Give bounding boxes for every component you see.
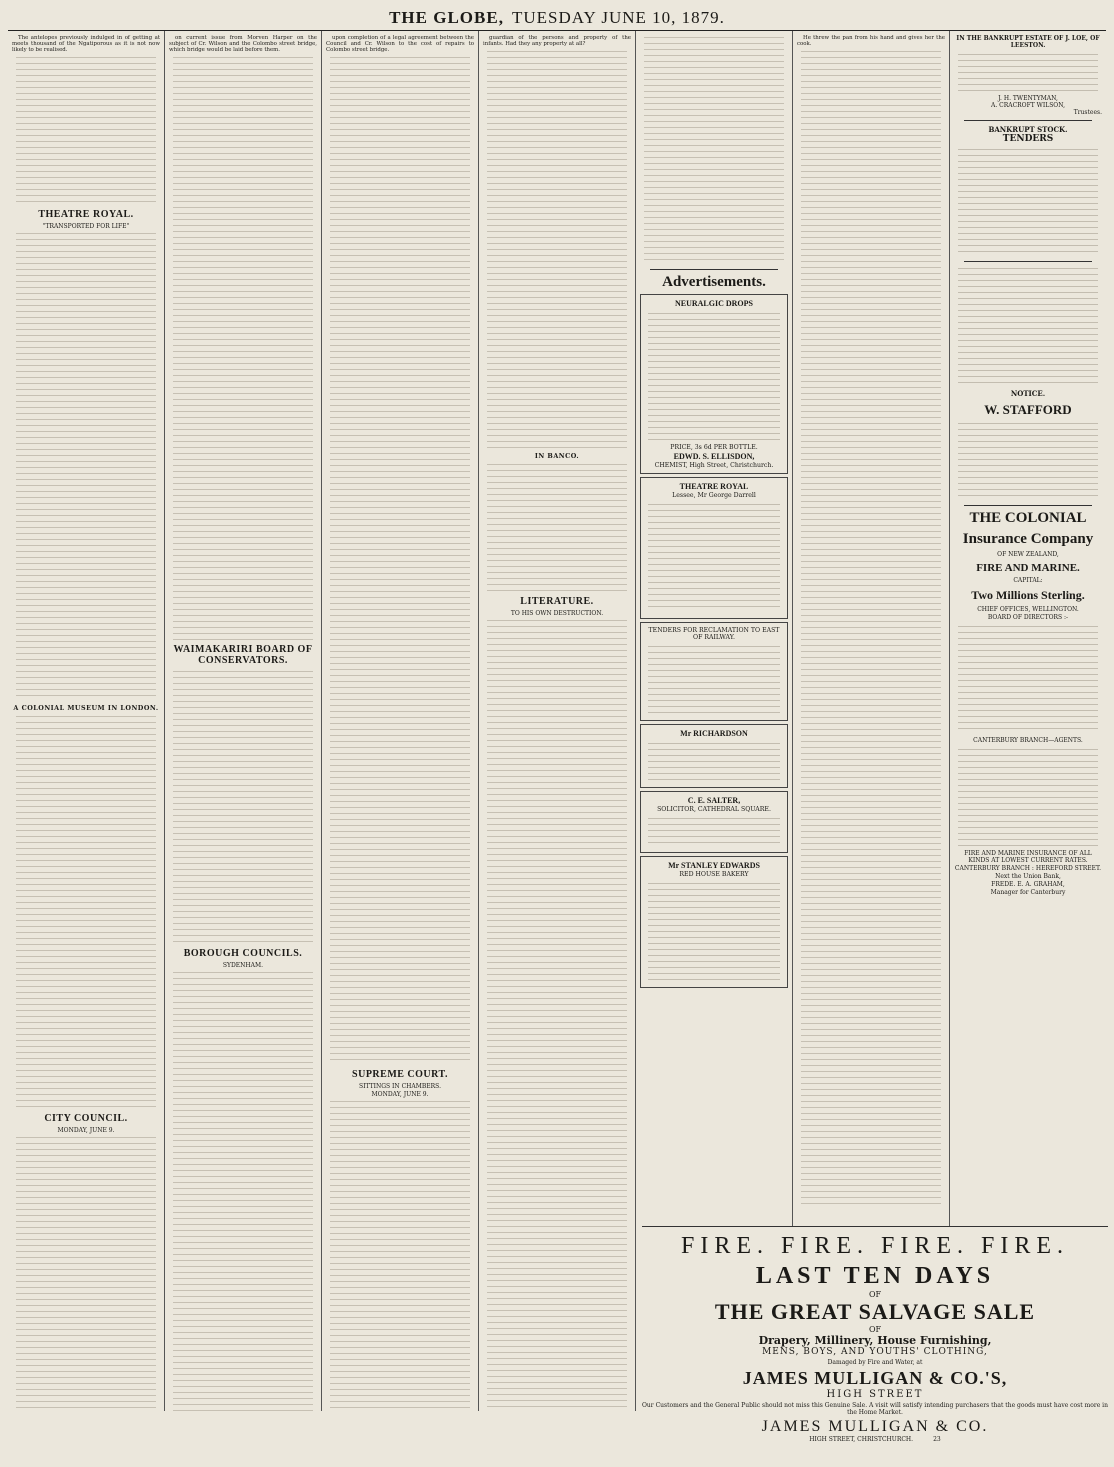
ad-sale-title: THE GREAT SALVAGE SALE [714,1299,1036,1324]
subheading-city-date: MONDAY, JUNE 9. [57,1127,115,1135]
heading-in-banco: IN BANCO. [534,452,580,461]
ad-chemist: EDWD. S. ELLISDON, [673,452,755,461]
ad-colonial: THE COLONIAL [969,510,1087,526]
ad-bankrupt-stock: BANKRUPT STOCK. [988,125,1068,134]
ad-title: Mr RICHARDSON [680,729,748,738]
ad-stafford: W. STAFFORD [984,402,1072,417]
ad-tenders: TENDERS [1002,134,1054,144]
ad-two-millions: Two Millions Sterling. [971,588,1085,602]
column-4 [479,31,636,1411]
heading-city-council: CITY COUNCIL. [44,1113,128,1125]
heading-colonial-museum: A COLONIAL MUSEUM IN LONDON. [13,704,159,713]
ad-customers-note: Our Customers and the General Public should not miss this Genuine Sale. A visit will satisfy intending purchasers that the goods must have cost more in the Home Market. [642,1402,1108,1416]
ad-theatre-royal [640,477,788,619]
ad-firm-name: JAMES MULLIGAN & CO.'S, [742,1368,1008,1388]
ad-bankrupt-estate: IN THE BANKRUPT ESTATE OF J. LOE, OF LEESTON. [956,35,1100,49]
ad-title: NEURALGIC DROPS [674,299,753,308]
ad-salter [640,791,788,853]
ad-firm-name-footer: JAMES MULLIGAN & CO. [761,1418,989,1435]
ad-neuralgic-drops [640,294,788,474]
article-intro: on current issue from Morven Harper on the subject of Cr. Wilson and the Colombo street bridge, which bridge would be laid before them. [169,35,317,54]
ad-branch: CANTERBURY BRANCH : HEREFORD STREET. [954,865,1102,872]
ad-stanley-edwards [640,856,788,988]
ad-notice: NOTICE. [1010,389,1046,398]
article-intro: He threw the pan from his hand and gives her the cook. [797,35,945,48]
ad-number: 23 [933,1436,941,1443]
ad-chemist-address: CHEMIST, High Street, Christchurch. [654,462,774,469]
ad-fire-heading: FIRE. FIRE. FIRE. FIRE. [680,1233,1070,1259]
article-intro: The antelopes previously indulged in of getting at meets thousand of the Ngatiporous as it is not now likely to be realised. [12,35,160,54]
ad-mens-clothing: MENS, BOYS, AND YOUTHS' CLOTHING, [762,1347,988,1357]
issue-date: TUESDAY JUNE 10, 1879. [511,8,725,27]
ad-of: OF [868,1290,882,1299]
heading-literature: LITERATURE. [520,596,594,608]
ad-great-salvage-sale [642,1226,1108,1458]
ad-tenders [640,622,788,721]
ad-drapery: Drapery, Millinery, House Furnishing, [758,1334,992,1347]
ad-price: PRICE, 3s 6d PER BOTTLE. [670,444,758,451]
subheading-chambers: SITTINGS IN CHAMBERS. [359,1083,441,1091]
heading-waimakariri: WAIMAKARIRI BOARD OF CONSERVATORS. [173,644,313,667]
ad-sub: RED HOUSE BAKERY [679,871,749,878]
columns [8,31,1106,1411]
ad-richardson [640,724,788,788]
column-1 [8,31,165,1411]
subheading-transported: "TRANSPORTED FOR LIFE" [42,223,130,231]
heading-advertisements: Advertisements. [662,274,766,290]
trustees-label: Trustees. [1073,109,1102,116]
column-5 [636,31,793,1411]
column-7 [950,31,1106,1411]
ad-rates: FIRE AND MARINE INSURANCE OF ALL KINDS AT LOWEST CURRENT RATES. [964,850,1092,864]
article-intro: guardian of the persons and property of the infants. Had they any property at all? [483,35,631,48]
masthead [8,6,1106,31]
subheading-sydenham: SYDENHAM. [222,962,264,970]
ad-directors: BOARD OF DIRECTORS :- [987,614,1069,621]
ad-fire-marine: FIRE AND MARINE. [976,562,1080,574]
ad-address: HIGH STREET, CHRISTCHURCH. [809,1436,914,1443]
heading-supreme-court: SUPREME COURT. [352,1069,448,1081]
ad-sub: SOLICITOR, CATHEDRAL SQUARE. [657,806,771,813]
ad-chief-offices: CHIEF OFFICES, WELLINGTON. [977,606,1079,613]
column-6 [793,31,950,1411]
column-3 [322,31,479,1411]
article-intro: upon completion of a legal agreement between the Council and Cr. Wilson to the cost of repairs to Colombo street bridge. [326,35,474,54]
ad-of: OF [868,1325,882,1334]
ad-title: Mr STANLEY EDWARDS [668,861,760,870]
ad-manager-name: FREDE. E. A. GRAHAM, [991,881,1065,888]
ad-title: TENDERS FOR RECLAMATION TO EAST OF RAILWAY. [648,627,780,641]
ad-manager-title: Manager for Canterbury [990,889,1066,896]
ad-damaged: Damaged by Fire and Water, at [827,1359,923,1366]
ad-insurance-company: Insurance Company [962,531,1094,547]
court-date: MONDAY, JUNE 9. [371,1091,429,1099]
ad-next-bank: Next the Union Bank, [995,873,1061,880]
ad-title: THEATRE ROYAL [679,482,749,491]
newspaper-title: THE GLOBE, [389,8,504,27]
ad-nz: OF NEW ZEALAND, [997,551,1059,558]
ad-title: C. E. SALTER, [687,796,741,805]
ad-lessee: Lessee, Mr George Darrell [672,492,756,499]
trustee-name: A. CRACROFT WILSON, [990,102,1065,109]
heading-theatre-royal: THEATRE ROYAL. [38,209,134,221]
heading-borough-councils: BOROUGH COUNCILS. [183,948,303,960]
ad-canterbury-agents: CANTERBURY BRANCH—AGENTS. [973,737,1083,744]
trustee-name: J. H. TWENTYMAN, [998,95,1058,102]
ad-capital: CAPITAL: [1013,577,1043,584]
subheading-destruction: TO HIS OWN DESTRUCTION. [510,610,604,618]
ad-last-ten-days: LAST TEN DAYS [755,1263,995,1289]
ad-street: HIGH STREET [826,1389,924,1400]
column-2 [165,31,322,1411]
